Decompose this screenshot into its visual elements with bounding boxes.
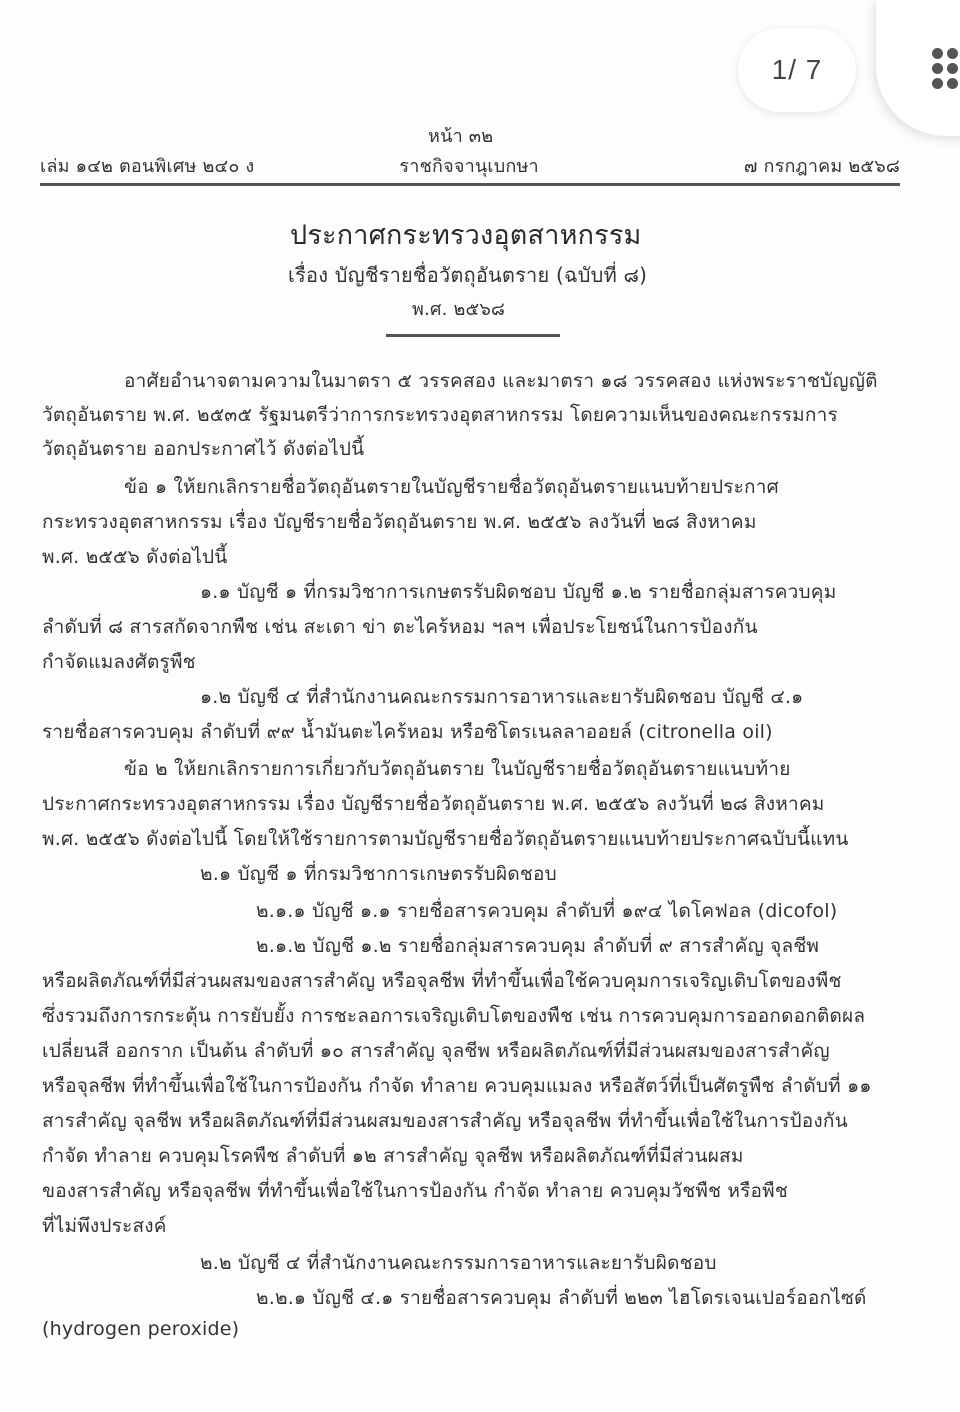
body-line: ๒.๒.๑ บัญชี ๔.๑ รายชื่อสารควบคุม ลำดับที่ ๒๒๓ ไฮโดรเจนเปอร์ออกไซด์ <box>256 1287 867 1309</box>
body-line: ๑.๑ บัญชี ๑ ที่กรมวิชาการเกษตรรับผิดชอบ บัญชี ๑.๒ รายชื่อกลุ่มสารควบคุม <box>200 581 837 603</box>
page-indicator-text: 1/ 7 <box>771 54 823 85</box>
document-year: พ.ศ. ๒๕๖๘ <box>412 299 506 320</box>
body-line: ประกาศกระทรวงอุตสาหกรรม เรื่อง บัญชีรายชื่อวัตถุอันตราย พ.ศ. ๒๕๕๖ ลงวันที่ ๒๘ สิงหาคม <box>42 793 825 815</box>
body-line: รายชื่อสารควบคุม ลำดับที่ ๙๙ น้ำมันตะไคร้หอม หรือซิโตรเนลลาออยล์ (citronella oil) <box>42 721 773 743</box>
body-line: ของสารสำคัญ หรือจุลชีพ ที่ทำขึ้นเพื่อใช้ในการป้องกัน กำจัด ทำลาย ควบคุมวัชพืช หรือพืช <box>42 1180 788 1202</box>
header-divider <box>40 183 900 186</box>
body-line: พ.ศ. ๒๕๕๖ ดังต่อไปนี้ <box>42 546 228 568</box>
body-line: ๒.๒ บัญชี ๔ ที่สำนักงานคณะกรรมการอาหารและยารับผิดชอบ <box>200 1252 717 1274</box>
body-line: ๒.๑.๒ บัญชี ๑.๒ รายชื่อกลุ่มสารควบคุม ลำดับที่ ๙ สารสำคัญ จุลชีพ <box>256 935 820 957</box>
body-line: ข้อ ๑ ให้ยกเลิกรายชื่อวัตถุอันตรายในบัญชีรายชื่อวัตถุอันตรายแนบท้ายประกาศ <box>124 476 779 498</box>
body-line: ที่ไม่พึงประสงค์ <box>42 1215 167 1237</box>
gazette-header <box>40 151 900 180</box>
body-line: หรือจุลชีพ ที่ทำขึ้นเพื่อใช้ในการป้องกัน กำจัด ทำลาย ควบคุมแมลง หรือสัตว์ที่เป็นศัตรูพืช ลำดับที่ ๑๑ <box>42 1075 872 1097</box>
body-line: ซึ่งรวมถึงการกระตุ้น การยับยั้ง การชะลอการเจริญเติบโตของพืช เช่น การควบคุมการออกดอกติดผล <box>42 1005 866 1027</box>
body-line: วัตถุอันตราย พ.ศ. ๒๕๓๕ รัฐมนตรีว่าการกระทรวงอุตสาหกรรม โดยความเห็นของคณะกรรมการ <box>42 404 838 426</box>
gazette-date: ๗ กรกฎาคม ๒๕๖๘ <box>743 156 900 177</box>
body-line: ๒.๑ บัญชี ๑ ที่กรมวิชาการเกษตรรับผิดชอบ <box>200 863 557 885</box>
body-line: เปลี่ยนสี ออกราก เป็นต้น ลำดับที่ ๑๐ สารสำคัญ จุลชีพ หรือผลิตภัณฑ์ที่มีส่วนผสมของสารสำคัญ <box>42 1040 830 1062</box>
body-line: ลำดับที่ ๘ สารสกัดจากพืช เช่น สะเดา ข่า ตะไคร้หอม ฯลฯ เพื่อประโยชน์ในการป้องกัน <box>42 616 758 638</box>
body-line: (hydrogen peroxide) <box>42 1318 240 1340</box>
body-line: อาศัยอำนาจตามความในมาตรา ๕ วรรคสอง และมาตรา ๑๘ วรรคสอง แห่งพระราชบัญญัติ <box>124 370 878 392</box>
body-line: สารสำคัญ จุลชีพ หรือผลิตภัณฑ์ที่มีส่วนผสมของสารสำคัญ หรือจุลชีพ ที่ทำขึ้นเพื่อใช้ในการป้องกัน <box>42 1110 848 1132</box>
body-line: ๑.๒ บัญชี ๔ ที่สำนักงานคณะกรรมการอาหารและยารับผิดชอบ บัญชี ๔.๑ <box>200 686 804 708</box>
body-line: หรือผลิตภัณฑ์ที่มีส่วนผสมของสารสำคัญ หรือจุลชีพ ที่ทำขึ้นเพื่อใช้ควบคุมการเจริญเติบโตของพืช <box>42 970 842 992</box>
title-divider <box>386 334 560 337</box>
document-title: ประกาศกระทรวงอุตสาหกรรม <box>290 220 642 251</box>
body-line: กำจัดแมลงศัตรูพืช <box>42 651 196 673</box>
page-number: หน้า ๓๒ <box>428 126 494 147</box>
body-line: พ.ศ. ๒๕๕๖ ดังต่อไปนี้ โดยให้ใช้รายการตามบัญชีรายชื่อวัตถุอันตรายแนบท้ายประกาศฉบับนี้แทน <box>42 828 849 850</box>
page-indicator <box>738 28 856 112</box>
body-line: กำจัด ทำลาย ควบคุมโรคพืช ลำดับที่ ๑๒ สารสำคัญ จุลชีพ หรือผลิตภัณฑ์ที่มีส่วนผสม <box>42 1145 744 1167</box>
document-subject: เรื่อง บัญชีรายชื่อวัตถุอันตราย (ฉบับที่ ๘) <box>288 263 648 287</box>
body-line: วัตถุอันตราย ออกประกาศไว้ ดังต่อไปนี้ <box>42 438 365 460</box>
grid-dots-icon[interactable] <box>932 48 958 90</box>
gazette-volume: เล่ม ๑๔๒ ตอนพิเศษ ๒๔๐ ง <box>40 156 255 177</box>
body-line: กระทรวงอุตสาหกรรม เรื่อง บัญชีรายชื่อวัตถุอันตราย พ.ศ. ๒๕๕๖ ลงวันที่ ๒๘ สิงหาคม <box>42 511 757 533</box>
body-line: ๒.๑.๑ บัญชี ๑.๑ รายชื่อสารควบคุม ลำดับที่ ๑๙๔ ไดโคฟอล (dicofol) <box>256 900 838 922</box>
gazette-name: ราชกิจจานุเบกษา <box>399 156 539 177</box>
body-line: ข้อ ๒ ให้ยกเลิกรายการเกี่ยวกับวัตถุอันตราย ในบัญชีรายชื่อวัตถุอันตรายแนบท้าย <box>124 758 791 780</box>
